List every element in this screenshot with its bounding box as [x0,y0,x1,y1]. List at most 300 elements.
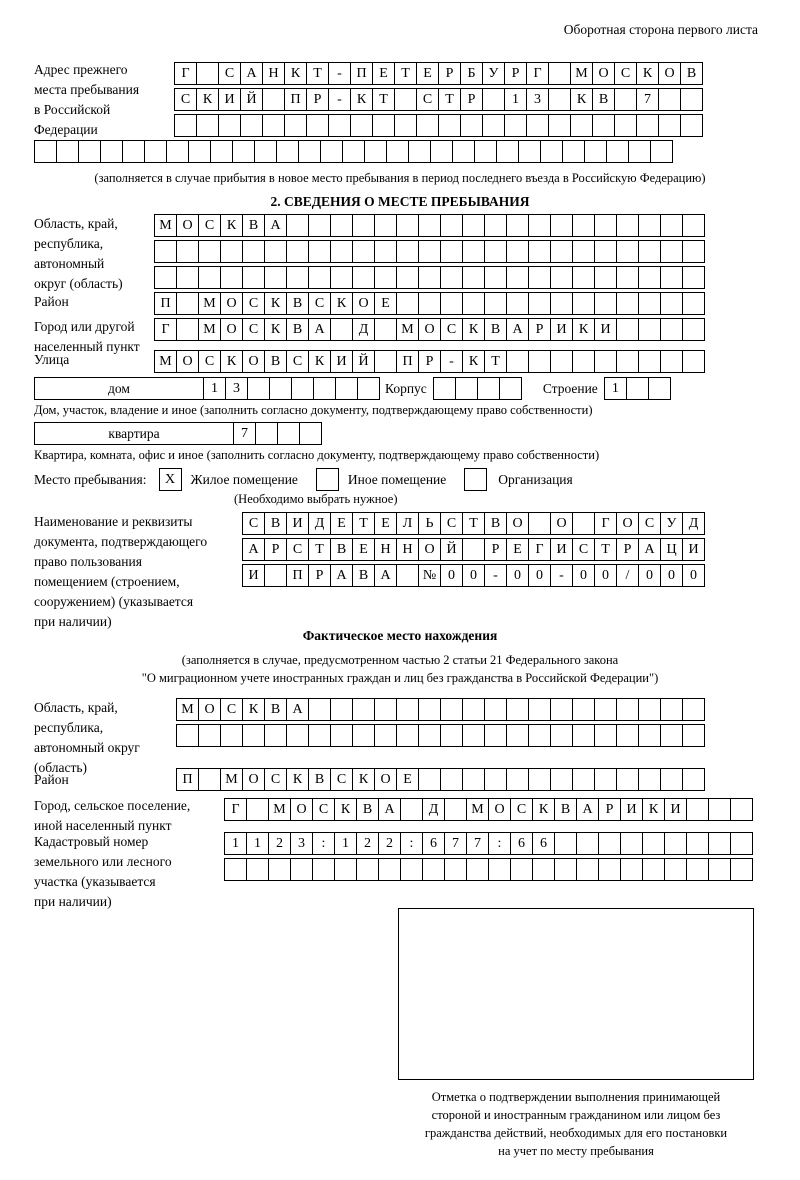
cell[interactable] [308,266,331,289]
cell[interactable]: Р [308,564,331,587]
cell[interactable] [576,858,599,881]
cell[interactable]: К [532,798,555,821]
cell[interactable] [176,724,199,747]
cell[interactable] [334,858,357,881]
cell[interactable]: С [440,512,463,535]
cell[interactable] [396,564,419,587]
cell[interactable] [616,698,639,721]
cell[interactable]: Д [682,512,705,535]
cadastral-row-2[interactable] [224,858,752,881]
cell[interactable] [255,422,278,445]
cell[interactable] [264,240,287,263]
cell[interactable] [394,88,417,111]
cell[interactable]: : [400,832,423,855]
cell[interactable]: Г [528,538,551,561]
cell[interactable] [528,350,551,373]
cell[interactable] [506,724,529,747]
prev-address-row-2[interactable] [174,88,702,111]
cell[interactable] [594,724,617,747]
cell[interactable]: К [264,292,287,315]
cell[interactable]: В [484,318,507,341]
cell[interactable] [240,114,263,137]
cell[interactable]: 3 [290,832,313,855]
cell[interactable] [418,698,441,721]
cell[interactable]: : [312,832,335,855]
cell[interactable]: В [264,350,287,373]
cell[interactable] [550,724,573,747]
cell[interactable] [616,318,639,341]
cell[interactable] [528,240,551,263]
cell[interactable]: Д [422,798,445,821]
cell[interactable] [528,292,551,315]
cell[interactable] [660,698,683,721]
actual-district-cells[interactable] [176,768,704,791]
cell[interactable]: И [218,88,241,111]
cell[interactable]: Е [372,62,395,85]
cell[interactable]: А [378,798,401,821]
cell[interactable] [144,140,167,163]
cell[interactable] [330,214,353,237]
cell[interactable]: М [220,768,243,791]
cell[interactable] [246,798,269,821]
cell[interactable]: О [374,768,397,791]
cell[interactable]: Т [462,512,485,535]
cell[interactable]: Т [352,512,375,535]
cell[interactable] [682,292,705,315]
cell[interactable]: В [264,698,287,721]
cell[interactable] [418,292,441,315]
cell[interactable]: С [312,798,335,821]
cell[interactable]: С [416,88,439,111]
cell[interactable] [682,214,705,237]
cell[interactable]: Т [594,538,617,561]
cell[interactable]: С [308,292,331,315]
cell[interactable] [242,266,265,289]
cell[interactable]: Ц [660,538,683,561]
cell[interactable]: В [554,798,577,821]
cell[interactable] [540,140,563,163]
cell[interactable] [548,62,571,85]
cell[interactable]: № [418,564,441,587]
cell[interactable]: - [440,350,463,373]
cell[interactable]: О [220,318,243,341]
prev-address-row-4[interactable] [34,140,672,163]
cell[interactable]: 0 [660,564,683,587]
cell[interactable] [386,140,409,163]
cell[interactable] [682,318,705,341]
cell[interactable] [682,350,705,373]
cell[interactable] [484,724,507,747]
cell[interactable] [232,140,255,163]
cell[interactable]: А [374,564,397,587]
cell[interactable]: 3 [526,88,549,111]
cell[interactable] [418,214,441,237]
cell[interactable] [100,140,123,163]
cell[interactable] [342,140,365,163]
cell[interactable] [616,292,639,315]
cell[interactable] [496,140,519,163]
cell[interactable]: М [396,318,419,341]
cell[interactable]: В [356,798,379,821]
cell[interactable] [626,377,649,400]
cell[interactable] [438,114,461,137]
cell[interactable]: В [286,318,309,341]
cell[interactable] [504,114,527,137]
cell[interactable] [554,832,577,855]
cell[interactable] [708,832,731,855]
cell[interactable]: О [616,512,639,535]
cell[interactable] [264,724,287,747]
cell[interactable] [506,240,529,263]
cell[interactable]: Р [418,350,441,373]
cell[interactable] [638,266,661,289]
cell[interactable] [286,724,309,747]
cell[interactable]: 6 [532,832,555,855]
cell[interactable]: О [488,798,511,821]
cell[interactable] [374,318,397,341]
cell[interactable]: Р [504,62,527,85]
cell[interactable]: - [328,62,351,85]
cell[interactable]: Й [440,538,463,561]
cell[interactable] [660,292,683,315]
checkbox-other-premise[interactable] [316,468,339,491]
cell[interactable]: Н [262,62,285,85]
cell[interactable] [682,266,705,289]
cell[interactable]: С [510,798,533,821]
cell[interactable] [664,832,687,855]
cell[interactable] [550,698,573,721]
cell[interactable] [466,858,489,881]
cell[interactable]: К [462,318,485,341]
cell[interactable] [396,698,419,721]
cell[interactable] [484,266,507,289]
cell[interactable]: П [286,564,309,587]
cell[interactable] [176,292,199,315]
cell[interactable]: 1 [224,832,247,855]
cell[interactable] [416,114,439,137]
cell[interactable]: А [240,62,263,85]
cell[interactable]: О [242,350,265,373]
cell[interactable] [576,832,599,855]
cell[interactable] [638,240,661,263]
cell[interactable] [528,698,551,721]
cell[interactable] [594,350,617,373]
cell[interactable] [198,768,221,791]
cell[interactable]: И [330,350,353,373]
cell[interactable]: Т [438,88,461,111]
cell[interactable]: Т [372,88,395,111]
cell[interactable]: К [462,350,485,373]
cell[interactable] [598,858,621,881]
cell[interactable]: О [418,318,441,341]
cell[interactable]: 1 [604,377,627,400]
cell[interactable] [374,214,397,237]
cell[interactable] [474,140,497,163]
cell[interactable] [430,140,453,163]
cell[interactable]: В [286,292,309,315]
cell[interactable]: 1 [504,88,527,111]
cell[interactable] [440,724,463,747]
cell[interactable] [352,240,375,263]
cell[interactable] [510,858,533,881]
cell[interactable] [648,377,671,400]
cell[interactable] [462,724,485,747]
cell[interactable] [594,214,617,237]
cell[interactable] [594,292,617,315]
region-row-2[interactable] [154,240,704,263]
cell[interactable]: В [242,214,265,237]
cell[interactable] [598,832,621,855]
cell[interactable] [606,140,629,163]
cell[interactable] [455,377,478,400]
cell[interactable] [246,858,269,881]
prev-address-row-1[interactable] [174,62,702,85]
cell[interactable] [176,318,199,341]
cell[interactable] [176,240,199,263]
cell[interactable]: П [350,62,373,85]
cell[interactable] [400,798,423,821]
cell[interactable]: 0 [440,564,463,587]
cell[interactable] [506,214,529,237]
cell[interactable] [460,114,483,137]
cell[interactable]: Й [352,350,375,373]
cell[interactable] [440,214,463,237]
cell[interactable] [378,858,401,881]
cell[interactable] [242,240,265,263]
cell[interactable] [660,240,683,263]
cell[interactable]: К [334,798,357,821]
cell[interactable]: 0 [682,564,705,587]
cell[interactable] [174,114,197,137]
cell[interactable]: М [154,350,177,373]
district-cells[interactable] [154,292,704,315]
cell[interactable]: С [220,698,243,721]
cell[interactable] [396,292,419,315]
cell[interactable] [218,114,241,137]
cell[interactable] [330,698,353,721]
cell[interactable] [374,724,397,747]
cell[interactable]: О [352,292,375,315]
cell[interactable] [286,214,309,237]
cell[interactable] [708,858,731,881]
cell[interactable]: К [572,318,595,341]
cell[interactable] [400,858,423,881]
cell[interactable] [730,858,753,881]
cell[interactable] [34,140,57,163]
stamp-box[interactable] [398,908,754,1080]
cell[interactable] [594,266,617,289]
cell[interactable]: 1 [334,832,357,855]
cell[interactable] [554,858,577,881]
cell[interactable] [660,724,683,747]
cell[interactable] [122,140,145,163]
cell[interactable] [550,768,573,791]
cell[interactable] [686,832,709,855]
cell[interactable]: Е [506,538,529,561]
cell[interactable]: А [506,318,529,341]
cell[interactable]: М [198,292,221,315]
cell[interactable] [528,724,551,747]
cell[interactable]: : [488,832,511,855]
prev-address-row-3[interactable] [174,114,702,137]
cell[interactable]: О [290,798,313,821]
cell[interactable] [418,240,441,263]
cell[interactable]: Д [352,318,375,341]
cell[interactable] [660,214,683,237]
cell[interactable] [264,266,287,289]
cell[interactable]: Г [224,798,247,821]
document-row-3[interactable] [242,564,704,587]
cell[interactable]: И [550,318,573,341]
cell[interactable]: С [286,350,309,373]
cell[interactable]: М [176,698,199,721]
cell[interactable] [506,350,529,373]
cell[interactable] [210,140,233,163]
cell[interactable]: Ь [418,512,441,535]
cell[interactable]: К [284,62,307,85]
cell[interactable] [484,768,507,791]
cell[interactable]: И [550,538,573,561]
cell[interactable] [188,140,211,163]
cell[interactable] [372,114,395,137]
cell[interactable]: М [466,798,489,821]
cell[interactable] [312,858,335,881]
cell[interactable] [364,140,387,163]
cell[interactable] [506,698,529,721]
cell[interactable]: П [284,88,307,111]
cell[interactable] [330,266,353,289]
cell[interactable] [572,724,595,747]
cell[interactable] [477,377,500,400]
cell[interactable] [224,858,247,881]
cell[interactable]: В [308,768,331,791]
cell[interactable] [396,266,419,289]
cell[interactable]: К [308,350,331,373]
cell[interactable] [572,240,595,263]
cell[interactable]: - [484,564,507,587]
cell[interactable]: А [242,538,265,561]
cell[interactable]: Е [352,538,375,561]
cell[interactable] [594,768,617,791]
cell[interactable] [198,724,221,747]
cell[interactable] [396,724,419,747]
cell[interactable]: К [264,318,287,341]
region-row-3[interactable] [154,266,704,289]
cell[interactable]: Г [174,62,197,85]
cell[interactable]: У [660,512,683,535]
cell[interactable]: Е [396,768,419,791]
cell[interactable] [290,858,313,881]
cell[interactable] [276,140,299,163]
cell[interactable] [242,724,265,747]
cell[interactable] [408,140,431,163]
cell[interactable]: В [592,88,615,111]
cell[interactable] [166,140,189,163]
cell[interactable]: Т [394,62,417,85]
cell[interactable]: И [242,564,265,587]
cell[interactable]: 0 [638,564,661,587]
region-row-1[interactable] [154,214,704,237]
cell[interactable] [660,768,683,791]
cell[interactable]: 7 [636,88,659,111]
cell[interactable] [506,266,529,289]
cell[interactable] [642,858,665,881]
cell[interactable]: Й [240,88,263,111]
cell[interactable] [254,140,277,163]
cell[interactable] [550,266,573,289]
cell[interactable] [506,292,529,315]
cell[interactable] [396,214,419,237]
cell[interactable] [422,858,445,881]
cell[interactable] [284,114,307,137]
cell[interactable] [572,350,595,373]
cell[interactable] [357,377,380,400]
cell[interactable] [374,350,397,373]
actual-region-row-2[interactable] [176,724,704,747]
cell[interactable]: Р [264,538,287,561]
cell[interactable] [176,266,199,289]
cell[interactable]: В [680,62,703,85]
cell[interactable] [686,798,709,821]
cell[interactable] [308,698,331,721]
cell[interactable]: С [638,512,661,535]
cell[interactable] [220,266,243,289]
cell[interactable]: В [352,564,375,587]
cell[interactable]: 1 [246,832,269,855]
cell[interactable]: С [286,538,309,561]
cell[interactable]: 7 [444,832,467,855]
cell[interactable] [462,214,485,237]
cell[interactable] [594,698,617,721]
cell[interactable]: С [242,512,265,535]
cell[interactable]: К [220,214,243,237]
cell[interactable]: О [592,62,615,85]
cell[interactable] [616,214,639,237]
cell[interactable] [638,724,661,747]
cell[interactable] [484,240,507,263]
cell[interactable] [550,292,573,315]
cell[interactable]: С [440,318,463,341]
cell[interactable] [440,292,463,315]
cell[interactable] [620,858,643,881]
cell[interactable] [572,698,595,721]
cell[interactable] [550,240,573,263]
cell[interactable] [313,377,336,400]
cell[interactable]: Р [306,88,329,111]
cell[interactable] [350,114,373,137]
cell[interactable]: А [286,698,309,721]
cell[interactable]: С [242,292,265,315]
cell[interactable] [658,88,681,111]
cell[interactable]: К [330,292,353,315]
cell[interactable]: - [328,88,351,111]
cell[interactable]: Р [598,798,621,821]
cell[interactable]: В [264,512,287,535]
cell[interactable]: 6 [510,832,533,855]
cell[interactable] [660,266,683,289]
cell[interactable] [484,292,507,315]
cell[interactable]: О [220,292,243,315]
cell[interactable] [628,140,651,163]
cell[interactable] [418,266,441,289]
cell[interactable] [220,240,243,263]
cell[interactable] [484,214,507,237]
cell[interactable]: К [220,350,243,373]
cell[interactable] [484,698,507,721]
cell[interactable]: К [570,88,593,111]
cell[interactable] [396,240,419,263]
cell[interactable] [562,140,585,163]
